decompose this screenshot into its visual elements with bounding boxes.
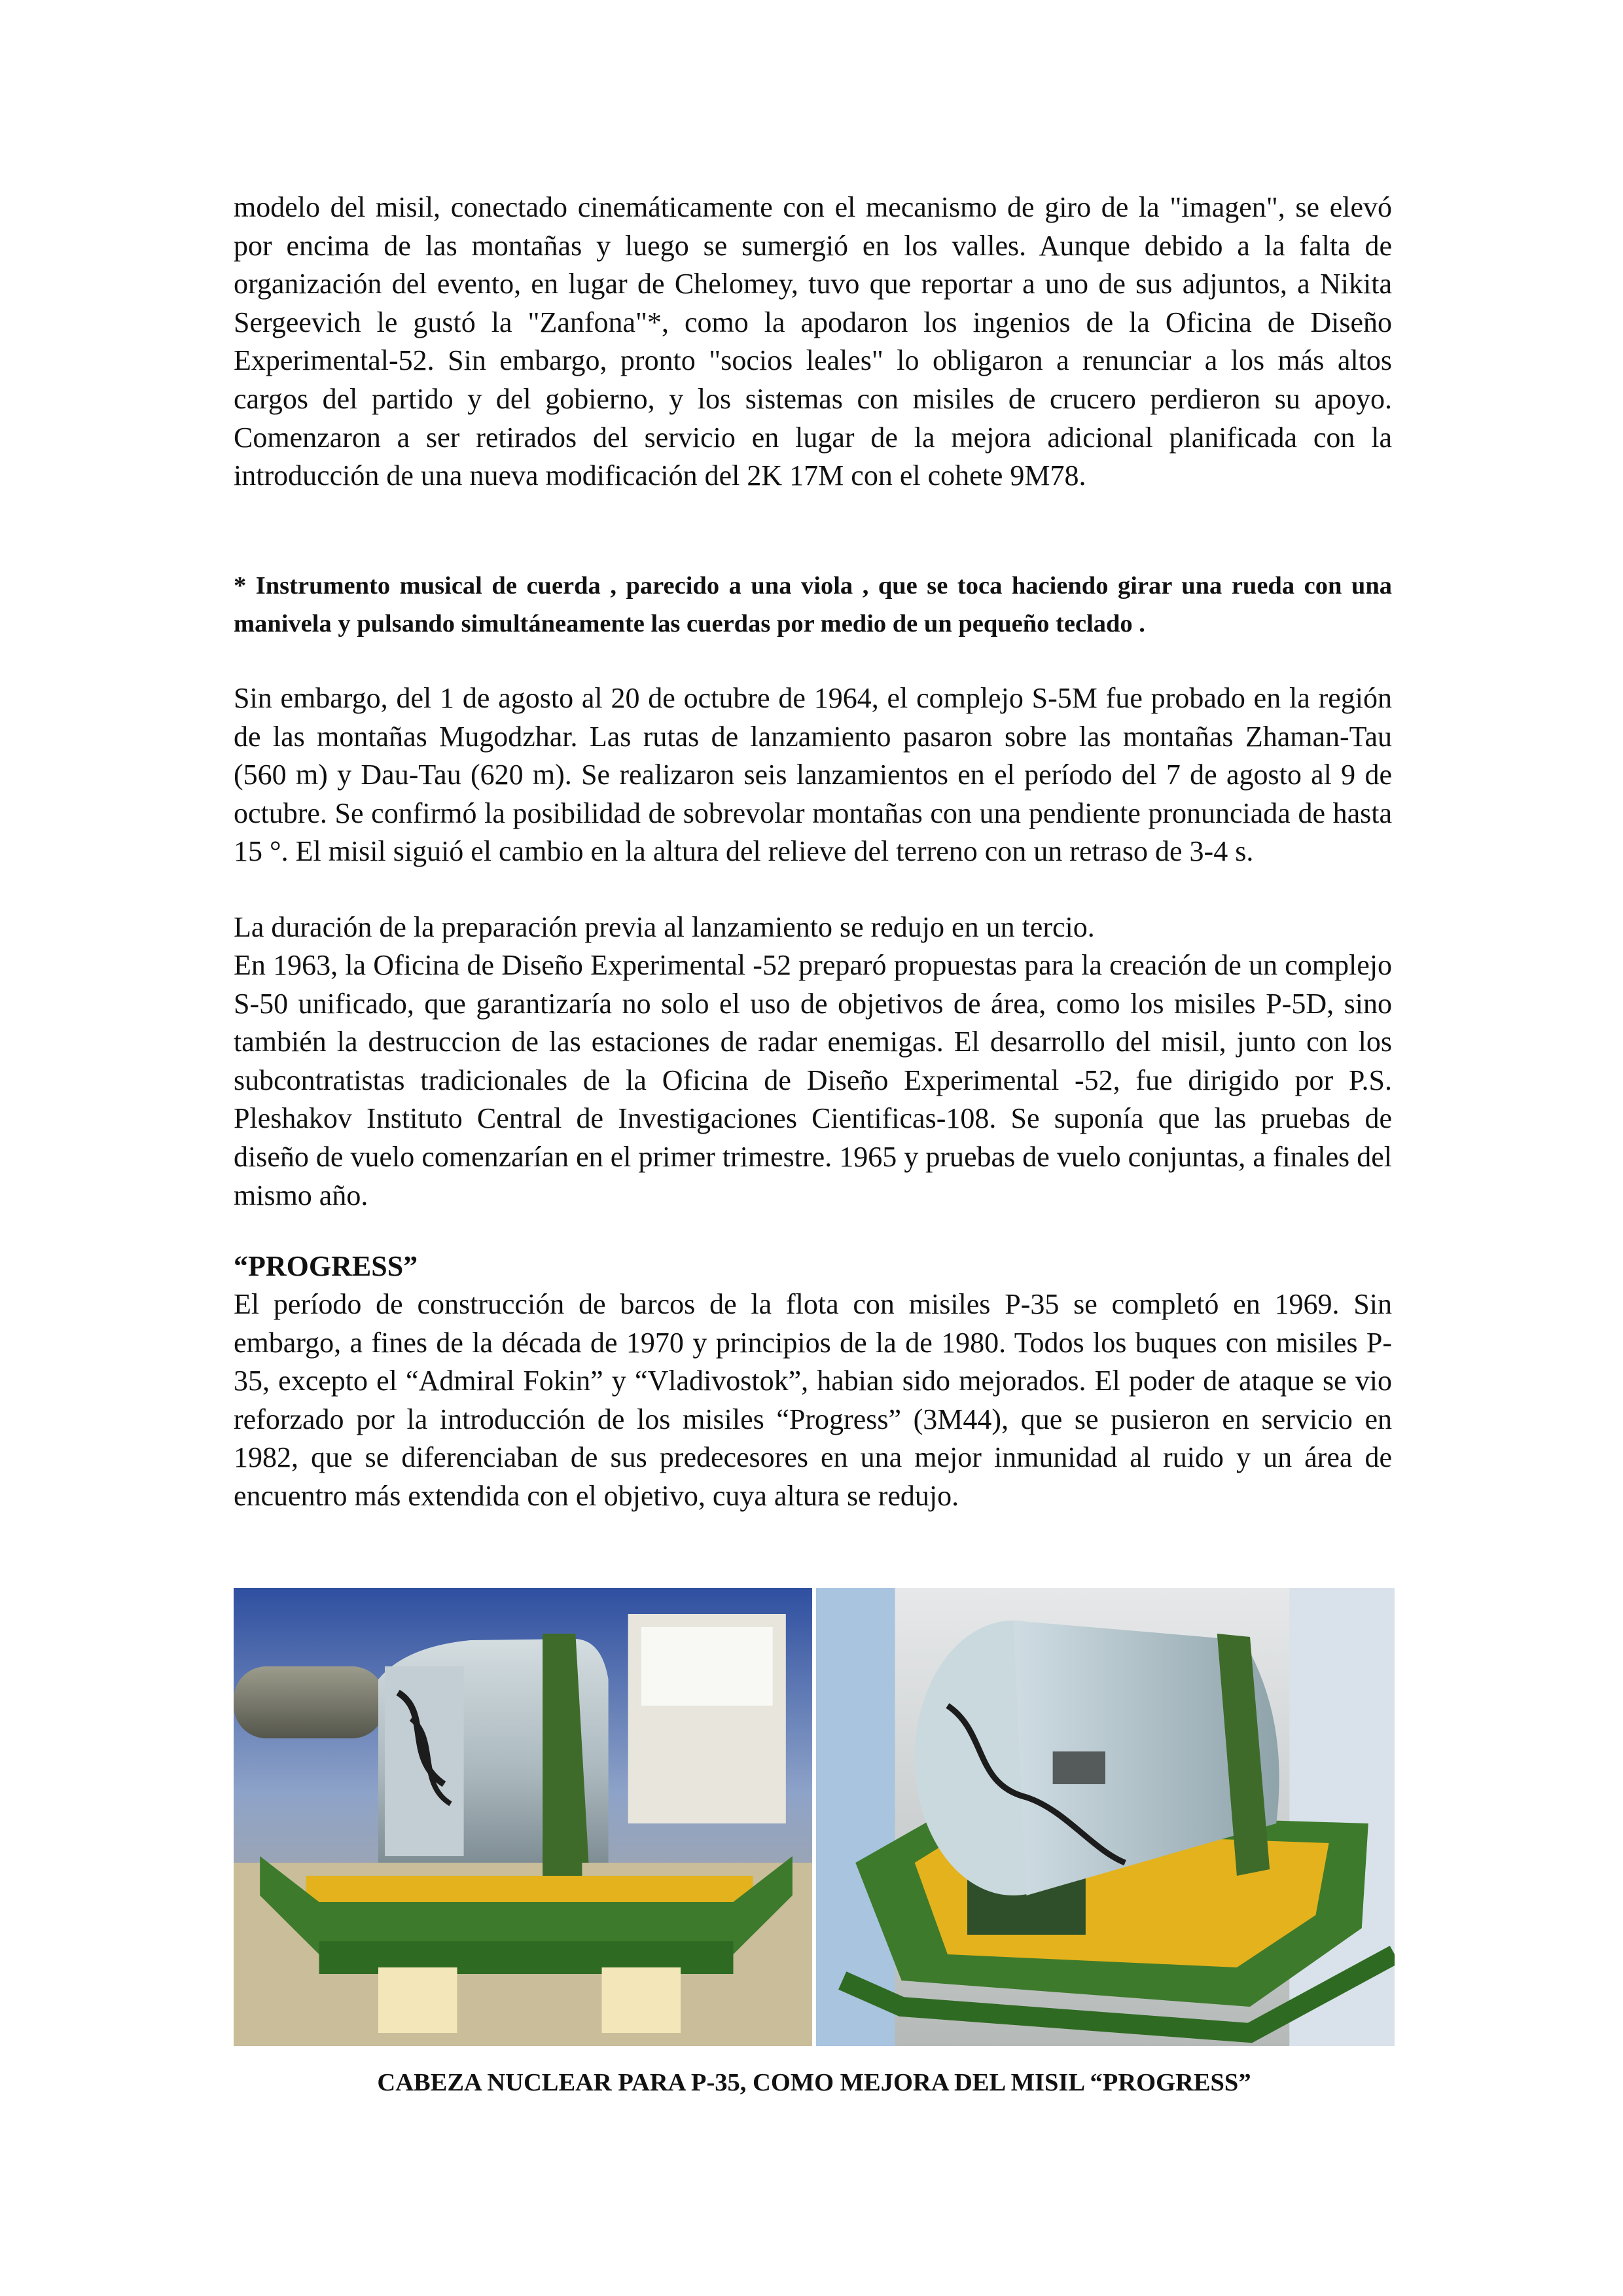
paragraph-preparation: La duración de la preparación previa al lanzamiento se redujo en un tercio.: [234, 911, 1095, 943]
footnote-zanfona: * Instrumento musical de cuerda , parecido a una viola , que se toca haciendo girar una rueda con una manivela y pulsando simultáneamente las cuerdas por medio de un pequeño teclado .: [234, 572, 1392, 637]
warhead-photo-front: [816, 1588, 1395, 2046]
paragraph-progress: El período de construcción de barcos de la flota con misiles P-35 se completó en 1969. Sin embargo, a fines de la década de 1970 y principios de la de 1980. Todos los buques con misiles P-35, excepto el “Admiral Fokin” y “Vladivostok”, habian sido mejorados. El poder de ataque se vio reforzado por la introducción de los misiles “Progress” (3M44), que se pusieron en servicio en 1982, que se diferenciaban de sus predecesores en una mejor inmunidad al ruido y un área de encuentro más extendida con el objetivo, cuya altura se redujo.: [234, 1288, 1392, 1512]
warhead-photos: [234, 1588, 1395, 2046]
paragraph-zanfona: modelo del misil, conectado cinemáticamente con el mecanismo de giro de la "imagen", se elevó por encima de las montañas y luego se sumergió en los valles. Aunque debido a la falta de organización del evento, en lugar de Chelomey, tuvo que reportar a uno de sus adjuntos, a Nikita Sergeevich le gustó la "Zanfona"*, como la apodaron los ingenios de la Oficina de Diseño Experimental-52. Sin embargo, pronto "socios leales" lo obligaron a renunciar a los más altos cargos del partido y del gobierno, y los sistemas con misiles de crucero perdieron su apoyo. Comenzaron a ser retirados del servicio en lugar de la mejora adicional planificada con la introducción de una nueva modificación del 2K 17M con el cohete 9M78.: [234, 191, 1392, 492]
paragraph-s50-complex: En 1963, la Oficina de Diseño Experimental -52 preparó propuestas para la creación de un complejo S-50 unificado, que garantizaría no solo el uso de objetivos de área, como los misiles P-5D, sino también la destruccion de las estaciones de radar enemigas. El desarrollo del misil, junto con los subcontratistas tradicionales de la Oficina de Diseño Experimental -52, fue dirigido por P.S. Pleshakov Instituto Central de Investigaciones Cientificas-108. Se suponía que las pruebas de diseño de vuelo comenzarían en el primer trimestre. 1965 y pruebas de vuelo conjuntas, a finales del mismo año.: [234, 949, 1392, 1211]
warhead-photo-side: [234, 1588, 812, 2046]
section-heading-progress: “PROGRESS”: [234, 1250, 418, 1282]
paragraph-s5m-tests: Sin embargo, del 1 de agosto al 20 de octubre de 1964, el complejo S-5M fue probado en la región de las montañas Mugodzhar. Las rutas de lanzamiento pasaron sobre las montañas Zhaman-Tau (560 m) y Dau-Tau (620 m). Se realizaron seis lanzamientos en el período del 7 de agosto al 9 de octubre. Se confirmó la posibilidad de sobrevolar montañas con una pendiente pronunciada de hasta 15 °. El misil siguió el cambio en la altura del relieve del terreno con un retraso de 3-4 s.: [234, 682, 1392, 868]
figure-caption: CABEZA NUCLEAR PARA P-35, COMO MEJORA DEL MISIL “PROGRESS”: [377, 2069, 1251, 2096]
